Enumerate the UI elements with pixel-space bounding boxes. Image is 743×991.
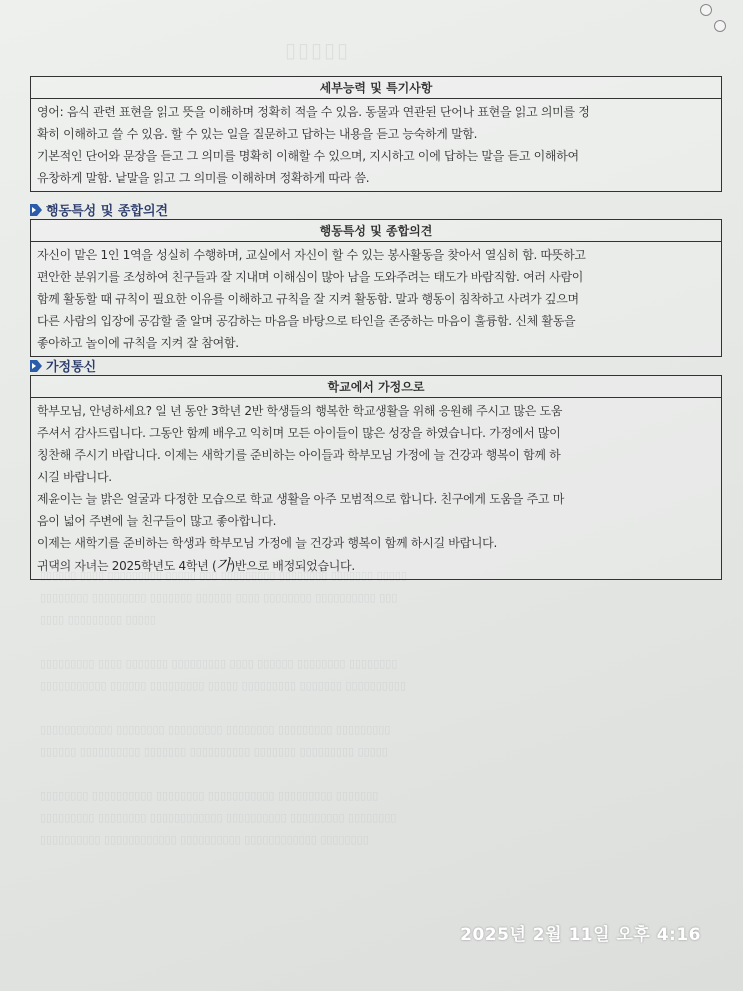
home-line: 시길 바랍니다. — [37, 470, 112, 484]
behavior-line: 좋아하고 놀이에 규칙을 지켜 잘 참여함. — [37, 336, 239, 350]
home-line: 음이 넓어 주변에 늘 친구들이 많고 좋아합니다. — [37, 514, 277, 528]
home-body — [31, 398, 721, 579]
behavior-line: 함께 활동할 때 규칙이 필요한 이유를 이해하고 규칙을 잘 지켜 활동함. 말과 행동이 침착하고 사려가 깊으며 — [37, 292, 579, 306]
abilities-box — [30, 76, 722, 192]
abilities-body — [31, 99, 721, 191]
abilities-line: 확히 이해하고 쓸 수 있음. 할 수 있는 일을 질문하고 답하는 내용을 듣고 능숙하게 말함. — [37, 127, 478, 141]
section-marker-icon — [30, 204, 42, 216]
handwritten-class: 가 — [216, 556, 231, 574]
home-section-label: 가정통신 — [46, 360, 97, 375]
assignment-prefix: 귀댁의 자녀는 2025학년도 4학년 ( — [37, 559, 217, 573]
behavior-line: 자신이 맡은 1인 1역을 성실히 수행하며, 교실에서 자신이 할 수 있는 봉사활동을 찾아서 열심히 함. 따뜻하고 — [37, 248, 586, 262]
home-line: 학부모님, 안녕하세요? 일 년 동안 3학년 2반 학생들의 행복한 학교생활을 위해 응원해 주시고 많은 도움 — [37, 404, 563, 418]
behavior-section-title — [30, 200, 168, 219]
home-heading: 학교에서 가정으로 — [31, 376, 721, 398]
bleed-through-title: ▯▯▯▯▯ — [285, 38, 351, 62]
behavior-line: 다른 사람의 입장에 공감할 줄 알며 공감하는 마음을 바탕으로 타인을 존중하는 마음이 훌륭함. 신체 활동을 — [37, 314, 576, 328]
behavior-body — [31, 242, 721, 356]
behavior-line: 편안한 분위기를 조성하여 친구들과 잘 지내며 이해심이 많아 남을 도와주려는 태도가 바람직함. 여러 사람이 — [37, 270, 584, 284]
binder-hole — [714, 20, 726, 32]
binder-hole — [700, 4, 712, 16]
home-section-title — [30, 356, 96, 375]
home-line: 이제는 새학기를 준비하는 학생과 학부모님 가정에 늘 건강과 행복이 함께 하시길 바랍니다. — [37, 536, 497, 550]
bleed-through-text: ▯▯▯▯▯▯ ▯▯▯▯ ▯▯▯▯▯▯▯▯▯ ▯▯▯▯▯ ▯▯▯ ▯▯▯▯▯▯▯▯▯ ▯▯▯▯▯▯▯▯ ▯▯▯▯▯▯▯ ▯▯▯▯▯ ▯▯▯▯▯▯▯▯ ▯▯▯▯▯▯▯▯▯ ▯▯▯▯▯▯▯ ▯▯▯▯▯▯ ▯▯▯▯ ▯▯▯▯▯▯▯▯ ▯▯▯▯▯▯▯▯▯▯ ▯▯▯ ▯▯▯▯ ▯▯▯▯▯▯▯▯▯ ▯▯▯▯▯ ▯▯▯▯▯▯▯▯▯ ▯▯▯▯ ▯▯▯▯▯▯▯ ▯▯▯▯▯▯▯▯▯ ▯▯▯▯ ▯▯▯▯▯▯ ▯▯▯▯▯▯▯▯ ▯▯▯▯▯▯▯▯ ▯▯▯▯▯▯▯▯▯▯▯ ▯▯▯▯▯▯ ▯▯▯▯▯▯▯▯▯ ▯▯▯▯▯ ▯▯▯▯▯▯▯▯▯ ▯▯▯▯▯▯▯ ▯▯▯▯▯▯▯▯▯▯ ▯▯▯▯▯▯▯▯▯▯▯▯ ▯▯▯▯▯▯▯▯ ▯▯▯▯▯▯▯▯▯ ▯▯▯▯▯▯▯▯ ▯▯▯▯▯▯▯▯▯ ▯▯▯▯▯▯▯▯▯ ▯▯▯▯▯▯ ▯▯▯▯▯▯▯▯▯▯ ▯▯▯▯▯▯▯ ▯▯▯▯▯▯▯▯▯▯ ▯▯▯▯▯▯▯ ▯▯▯▯▯▯▯▯▯ ▯▯▯▯▯ ▯▯▯▯▯▯▯▯ ▯▯▯▯▯▯▯▯▯▯ ▯▯▯▯▯▯▯▯ ▯▯▯▯▯▯▯▯▯▯▯ ▯▯▯▯▯▯▯▯▯ ▯▯▯▯▯▯▯ ▯▯▯▯▯▯▯▯▯ ▯▯▯▯▯▯▯▯ ▯▯▯▯▯▯▯▯▯▯▯▯ ▯▯▯▯▯▯▯▯▯▯ ▯▯▯▯▯▯▯▯▯ ▯▯▯▯▯▯▯▯ ▯▯▯▯▯▯▯▯▯▯ ▯▯▯▯▯▯▯▯▯▯▯▯ ▯▯▯▯▯▯▯▯▯▯ ▯▯▯▯▯▯▯▯▯▯▯▯ ▯▯▯▯▯▯▯▯ — [40, 569, 407, 846]
abilities-line: 기본적인 단어와 문장을 듣고 그 의미를 명확히 이해할 수 있으며, 지시하고 이에 답하는 말을 듣고 이해하여 — [37, 149, 579, 163]
abilities-heading: 세부능력 및 특기사항 — [31, 77, 721, 99]
behavior-section-label: 행동특성 및 종합의견 — [46, 204, 169, 219]
abilities-line: 영어: 음식 관련 표현을 읽고 뜻을 이해하며 정확히 적을 수 있음. 동물과 연관된 단어나 표현을 읽고 의미를 정 — [37, 105, 590, 119]
home-line: 칭찬해 주시기 바랍니다. 이제는 새학기를 준비하는 아이들과 학부모님 가정에 늘 건강과 행복이 함께 하 — [37, 448, 561, 462]
class-assignment — [37, 554, 715, 577]
behavior-heading: 행동특성 및 종합의견 — [31, 220, 721, 242]
assignment-suffix: )반으로 배정되었습니다. — [230, 559, 355, 573]
home-line: 제윤이는 늘 밝은 얼굴과 다정한 모습으로 학교 생활을 아주 모범적으로 합니다. 친구에게 도움을 주고 마 — [37, 492, 564, 506]
abilities-line: 유창하게 말함. 낱말을 읽고 그 의미를 이해하며 정확하게 따라 씀. — [37, 171, 370, 185]
photo-timestamp: 2025년 2월 11일 오후 4:16 — [460, 925, 701, 945]
section-marker-icon — [30, 360, 42, 372]
behavior-box — [30, 219, 722, 357]
home-line: 주셔서 감사드립니다. 그동안 함께 배우고 익히며 모든 아이들이 많은 성장을 하였습니다. 가정에서 많이 — [37, 426, 561, 440]
home-box — [30, 375, 722, 580]
